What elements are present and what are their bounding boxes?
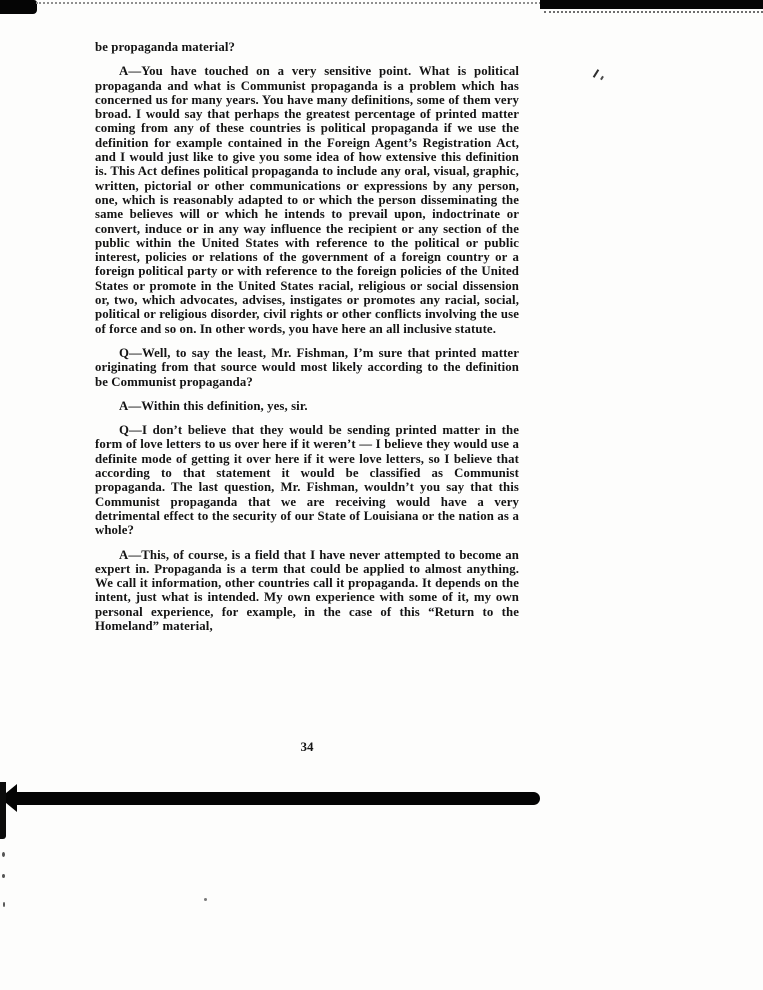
scan-speck-left-edge-2 [2,874,5,878]
scan-artifact-left-edge-strip [0,782,6,839]
paragraph-question: Q—Well, to say the least, Mr. Fishman, I’m sure that printed matter originating from that source would most likely according to the definition be Communist propaganda? [95,345,519,389]
scan-artifact-top-right-dashes [544,11,763,13]
scan-artifact-bottom-bar [8,792,540,805]
scan-artifact-top-left-bar [0,0,37,14]
paragraph-answer: A—You have touched on a very sensitive point. What is political propaganda and what is Communist propaganda is a problem which has concerned us for many years. You have many definitions, some of them very broad. I would say that perhaps the greatest percentage of printed matter coming from any of these countries is political propaganda if we use the definition for example contained in the Foreign Agent’s Registration Act, and I would just like to give you some idea of how extensive this definition is. This Act defines political propaganda to include any oral, visual, graphic, written, pictorial or other communications or expressions by any person, one, which is reasonably adapted to or which the person disseminating the same believes will or which he intends to prevail upon, indoctrinate or convert, induce or in any way influence the recipient or any section of the public within the United States with reference to the political or public interest, policies or relations of the government of a foreign country or a foreign political party or with reference to the foreign policies of the United States or promote in the United States racial, religious or social dissension or, two, which advocates, advises, instigates or promotes any racial, social, political or religious disorder, civil rights or other conflicts involving the use of force and so on. In other words, you have here an all inclusive statute. [95,64,519,336]
scan-speck-right [593,69,599,78]
scan-speck-right-small [600,76,604,80]
scan-speck-bottom-middle [204,898,207,901]
scan-speck-left-edge-3 [3,902,5,907]
page-text-block [95,40,519,643]
paragraph-question: Q—I don’t believe that they would be sending printed matter in the form of love letters to us over here if it weren’t — I believe they would use a definite mode of getting it over here if it were love letters, so I believe that according to that statement it would be classified as Communist propaganda. The last question, Mr. Fishman, wouldn’t you say that this Communist propaganda that we are receiving would have a very detrimental effect to the security of our State of Louisiana or the nation as a whole? [95,423,519,538]
scan-artifact-top-dashed-line [36,2,541,4]
paragraph-continuation: be propaganda material? [95,40,235,54]
scan-artifact-top-right-bar [540,0,763,9]
paragraph-answer: A—This, of course, is a field that I have never attempted to become an expert in. Propaganda is a term that could be applied to almost anything. We call it information, other countries call it propaganda. It depends on the intent, just what is intended. My own experience with some of it, my own personal experience, for example, in the case of this “Return to the Homeland” material, [95,547,519,633]
page-number: 34 [300,739,314,754]
scan-speck-left-edge-1 [2,852,5,857]
paragraph-answer: A—Within this definition, yes, sir. [119,398,308,413]
